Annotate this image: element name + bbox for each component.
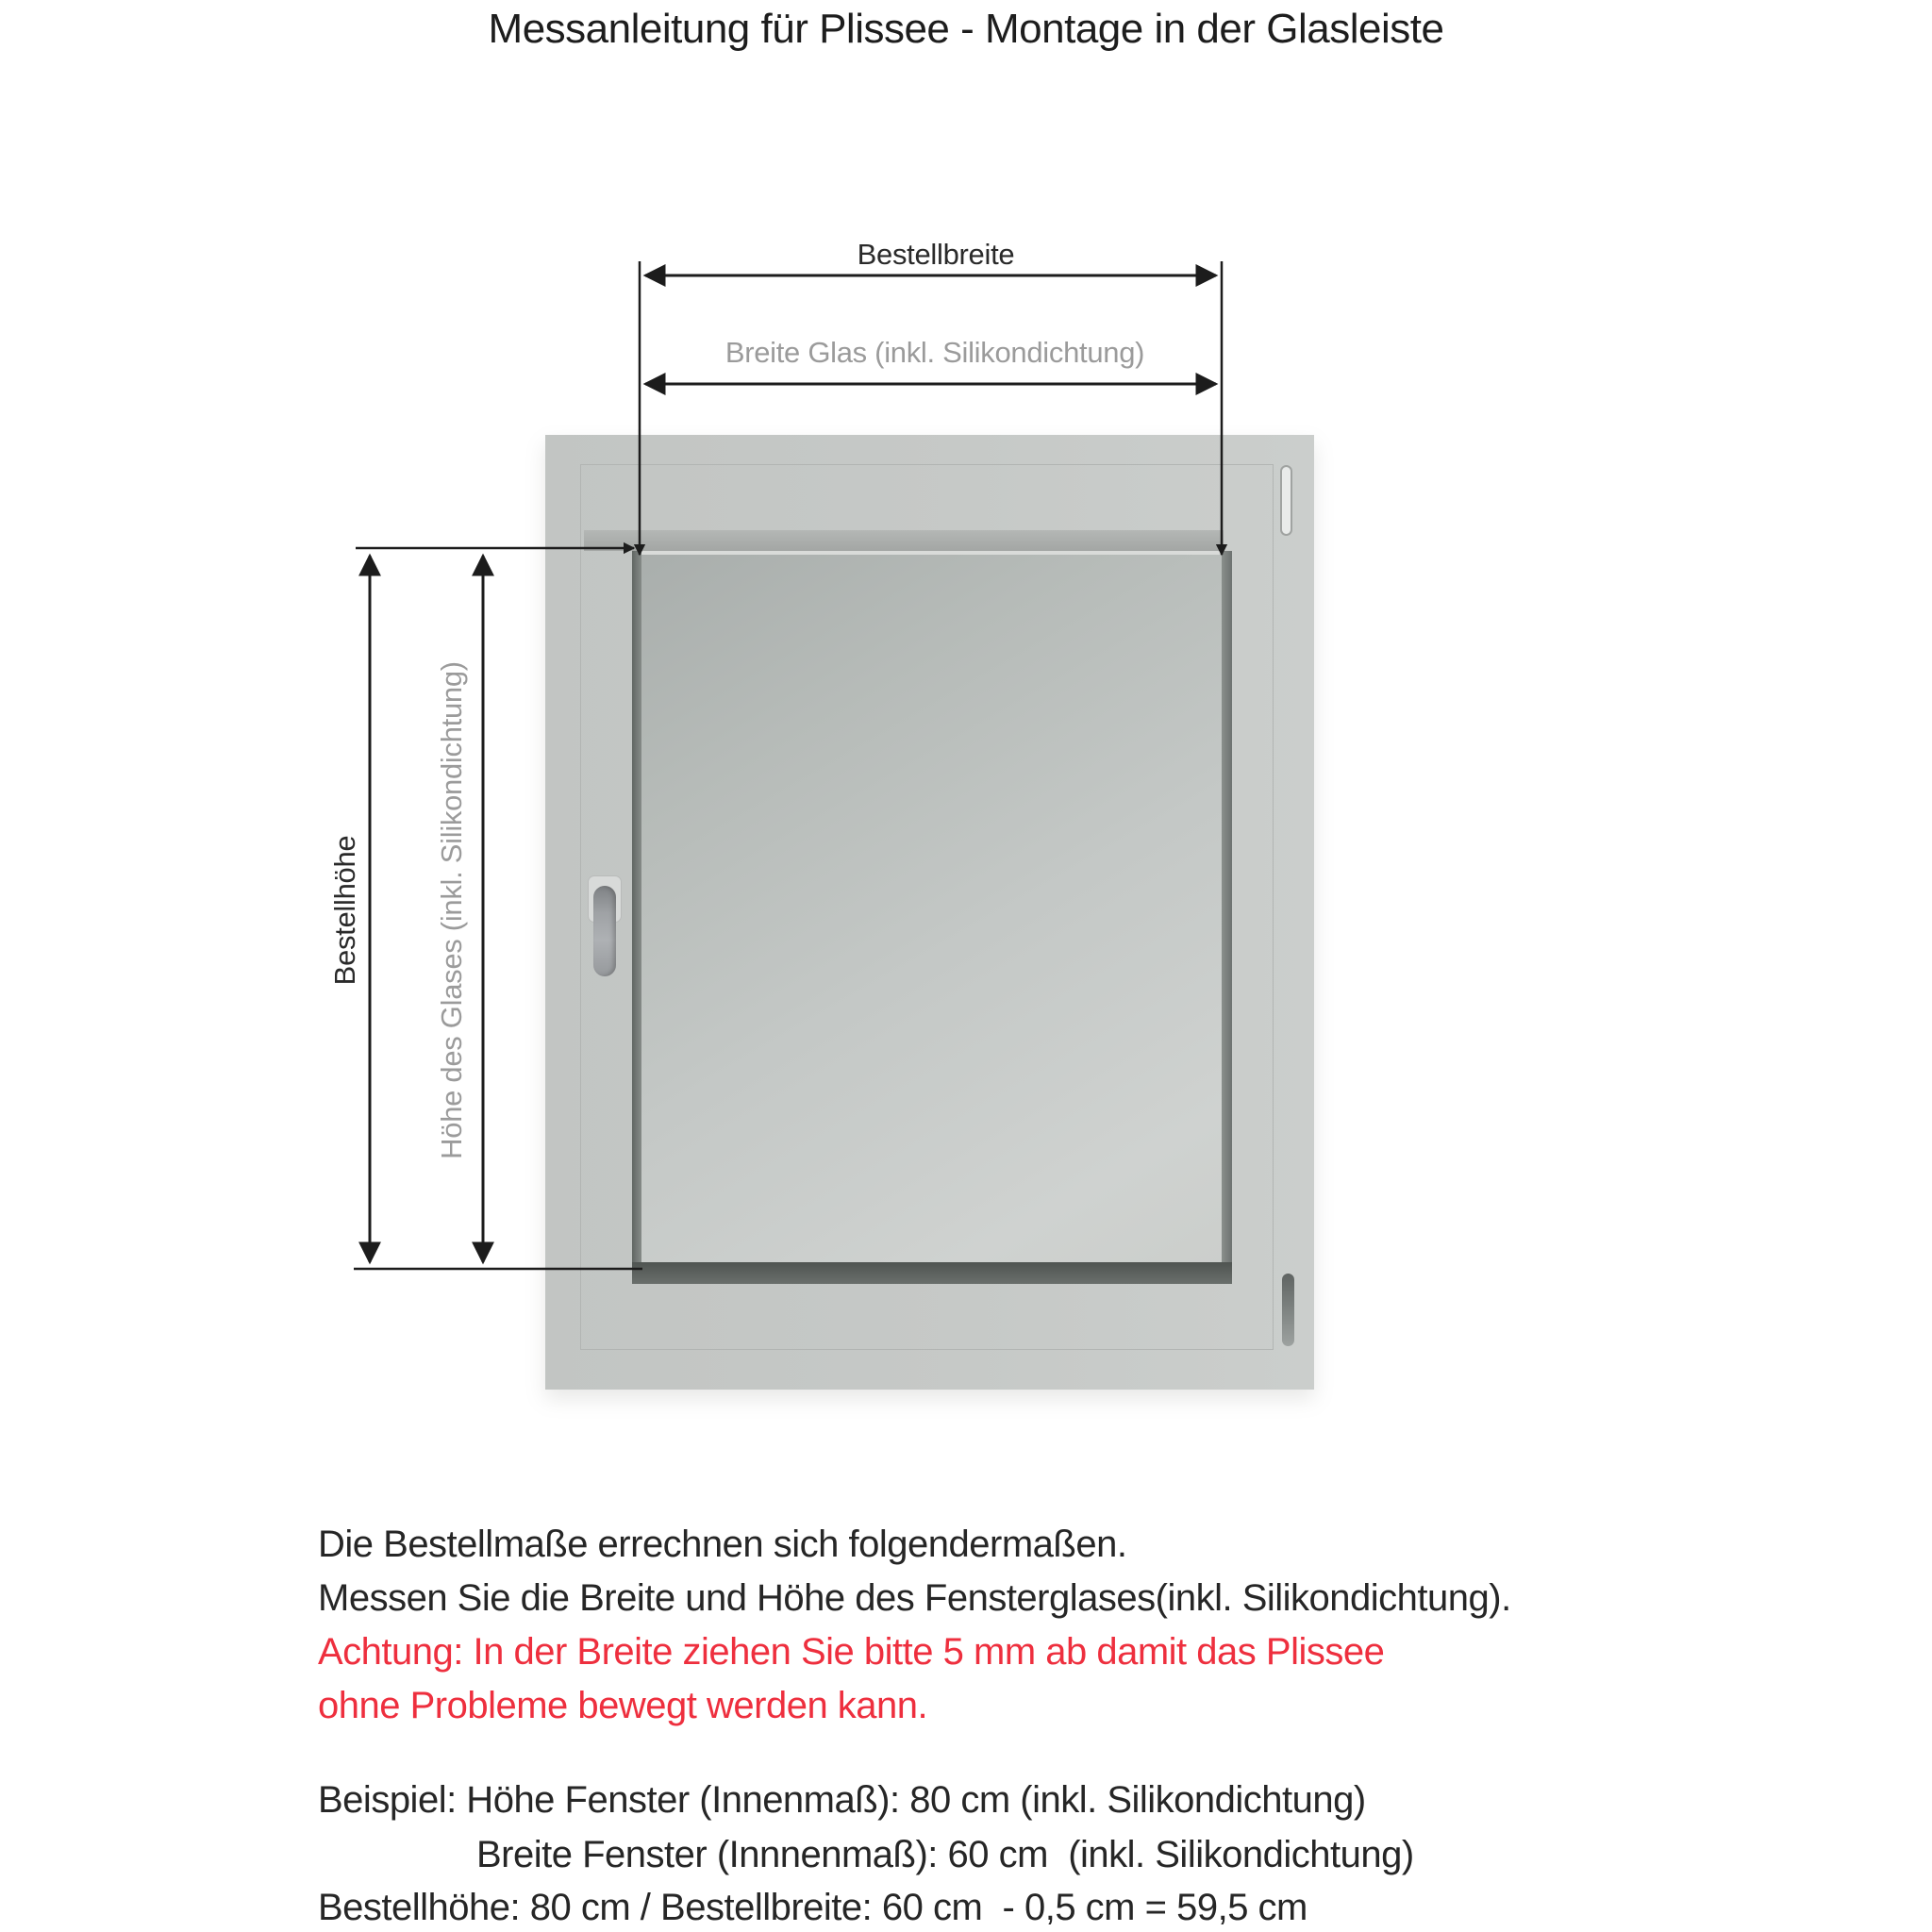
glass-bevel-left: [632, 551, 641, 1269]
example-line-1: Beispiel: Höhe Fenster (Innenmaß): 80 cm (inkl. Silikondichtung): [318, 1779, 1366, 1821]
glass-width-label: Breite Glas (inkl. Silikondichtung): [724, 336, 1145, 369]
glass-bevel-bottom: [632, 1262, 1232, 1284]
warning-line-2: ohne Probleme bewegt werden kann.: [318, 1685, 928, 1726]
example-line-2: Breite Fenster (Innnenmaß): 60 cm (inkl. Silikondichtung): [476, 1834, 1414, 1875]
page-title: Messanleitung für Plissee - Montage in der Glasleiste: [488, 6, 1444, 52]
instruction-line-1: Die Bestellmaße errechnen sich folgendermaßen.: [318, 1524, 1127, 1565]
window-hinge-top: [1280, 465, 1292, 536]
example-line-3: Bestellhöhe: 80 cm / Bestellbreite: 60 cm - 0,5 cm = 59,5 cm: [318, 1887, 1307, 1928]
glass-top-highlight: [640, 551, 1222, 555]
instruction-line-2: Messen Sie die Breite und Höhe des Fensterglases(inkl. Silikondichtung).: [318, 1577, 1511, 1619]
window-glass: [640, 551, 1222, 1269]
window-illustration: [545, 435, 1314, 1390]
glass-bevel-right: [1222, 551, 1232, 1269]
glazing-bead: [584, 530, 1224, 551]
glass-height-label: Höhe des Glases (inkl. Silikondichtung): [435, 661, 468, 1159]
order-height-label: Bestellhöhe: [328, 835, 361, 986]
order-width-label: Bestellbreite: [857, 238, 1015, 271]
window-hinge-bottom: [1282, 1274, 1294, 1346]
warning-line-1: Achtung: In der Breite ziehen Sie bitte 5 mm ab damit das Plissee: [318, 1631, 1385, 1673]
window-handle-icon: [593, 886, 616, 976]
